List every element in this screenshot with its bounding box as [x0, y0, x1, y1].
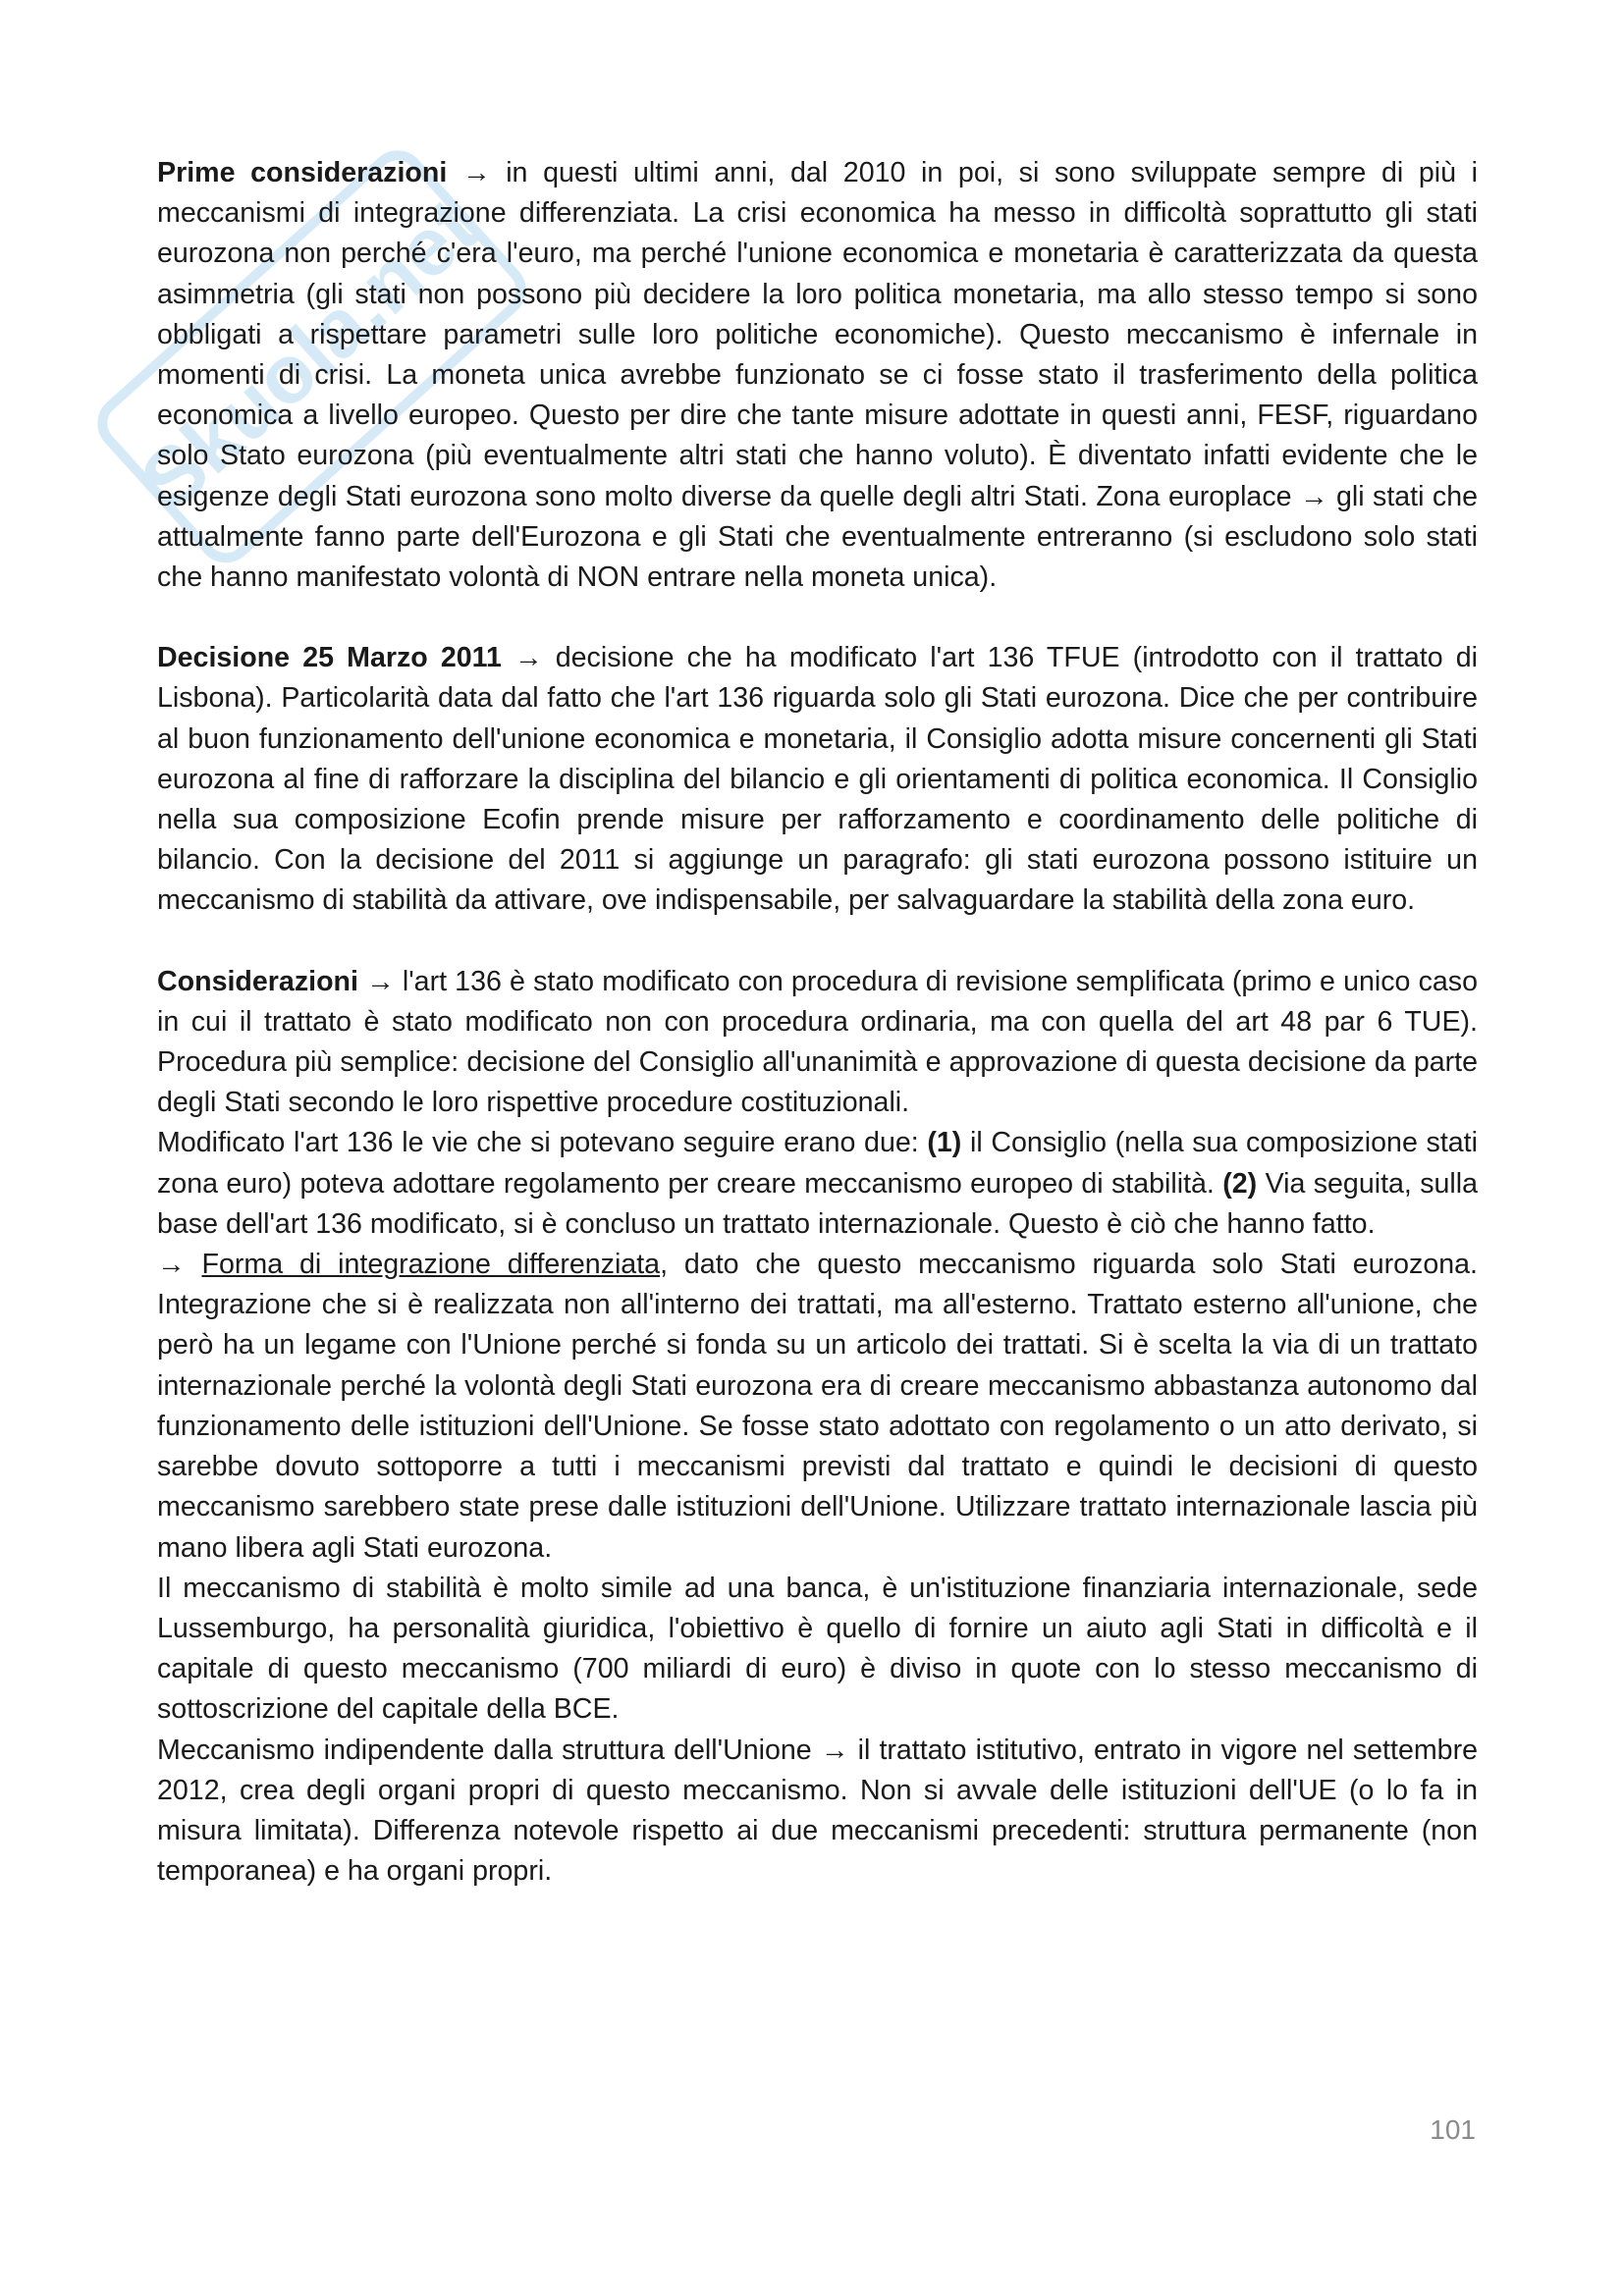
- page-number: 101: [1430, 2114, 1476, 2145]
- paragraph-text: l'art 136 è stato modificato con procedura di revisione semplificata (primo e unico caso in cui il trattato è stato modificato non con procedura ordinaria, ma con quella del art 48 par 6 TUE). Procedura più semplice: decisione del Consiglio all'unanimità e approvazione di questa decisione da parte degli Stati secondo le loro rispettive procedure costituzionali.: [157, 965, 1478, 1119]
- paragraph-meccanismo-stabilita: Il meccanismo di stabilità è molto simile ad una banca, è un'istituzione finanziaria internazionale, sede Lussemburgo, ha personalità giuridica, l'obiettivo è quello di fornire un aiuto agli Stati in difficoltà e il capitale di questo meccanismo (700 miliardi di euro) è diviso in quote con lo stesso meccanismo di sottoscrizione del capitale della BCE.: [157, 1572, 1478, 1726]
- list-marker-1: (1): [927, 1127, 962, 1159]
- heading-prime-considerazioni: Prime considerazioni: [157, 157, 448, 188]
- arrow-symbol: →: [514, 642, 543, 674]
- paragraph-text: decisione che ha modificato l'art 136 TFUE (introdotto con il trattato di Lisbona). Particolarità data dal fatto che l'art 136 riguarda solo gli Stati eurozona. Dice che per contribuire al buon funzionamento dell'unione economica e monetaria, il Consiglio adotta misure concernenti gli Stati eurozona al fine di rafforzare la disciplina del bilancio e gli orientamenti di politica economica. Il Consiglio nella sua composizione Ecofin prende misure per rafforzamento e coordinamento delle politiche di bilancio. Con la decisione del 2011 si aggiunge un paragrafo: gli stati eurozona possono istituire un meccanismo di stabilità da attivare, ove indispensabile, per salvaguardare la stabilità della zona euro.: [157, 642, 1478, 917]
- paragraph-meccanismo-indipendente: Meccanismo indipendente dalla struttura dell'Unione → il trattato istitutivo, entrato in vigore nel settembre 2012, crea degli organi propri di questo meccanismo. Non si avvale delle istituzioni dell'UE (o lo fa in misura limitata). Differenza notevole rispetto ai due meccanismi precedenti: struttura permanente (non temporanea) e ha organi propri.: [157, 1734, 1478, 1888]
- arrow-symbol: →: [157, 1249, 186, 1281]
- paragraph-text: in questi ultimi anni, dal 2010 in poi, si sono sviluppate sempre di più i meccanismi di integrazione differenziata. La crisi economica ha messo in difficoltà soprattutto gli stati eurozona non perché c'era l'euro, ma perché l'unione economica e monetaria è caratterizzata da questa asimmetria (gli stati non possono più decidere la loro politica monetaria, ma allo stesso tempo si sono obbligati a rispettare parametri sulle loro politiche economiche). Questo meccanismo è infernale in momenti di crisi. La moneta unica avrebbe funzionato se ci fosse stato il trasferimento della politica economica a livello europeo. Questo per dire che tante misure adottate in questi anni, FESF, riguardano solo Stato eurozona (più eventualmente altri stati che hanno voluto). È diventato infatti evidente che le esigenze degli Stati eurozona sono molto diverse da quelle degli altri Stati. Zona europlace → gli stati che attualmente fanno parte dell'Eurozona e gli Stati che eventualmente entreranno (si escludono solo stati che hanno manifestato volontà di NON entrare nella moneta unica).: [157, 157, 1478, 594]
- arrow-symbol: →: [366, 965, 395, 997]
- paragraph-vie-seguite: Modificato l'art 136 le vie che si potevano seguire erano due: (1) il Consiglio (nella sua composizione stati zona euro) poteva adottare regolamento per creare meccanismo europeo di stabilità. (2) Via seguita, sulla base dell'art 136 modificato, si è concluso un trattato internazionale. Questo è ciò che hanno fatto.: [157, 1127, 1479, 1240]
- paragraph-considerazioni: [157, 962, 1478, 1124]
- watermark-text: Skuola.net: [123, 180, 496, 528]
- underlined-term: Forma di integrazione differenziata: [201, 1249, 661, 1281]
- document-body: [157, 153, 1478, 1892]
- paragraph-integrazione-differenziata: → Forma di integrazione differenziata, dato che questo meccanismo riguarda solo Stati eurozona. Integrazione che si è realizzata non all'interno dei trattati, ma all'esterno. Trattato esterno all'unione, che però ha un legame con l'Unione perché si fonda su un articolo dei trattati. Si è scelta la via di un trattato internazionale perché la volontà degli Stati eurozona era di creare meccanismo abbastanza autonomo dal funzionamento delle istituzioni dell'Unione. Se fosse stato adottato con regolamento o un atto derivato, si sarebbe dovuto sottoporre a tutti i meccanismi previsti dal trattato e quindi le decisioni di questo meccanismo sarebbero state prese dalle istituzioni dell'Unione. Utilizzare trattato internazionale lascia più mano libera agli Stati eurozona.: [157, 1249, 1478, 1564]
- list-marker-2: (2): [1222, 1167, 1258, 1200]
- paragraph-decisione-2011: [157, 638, 1478, 921]
- heading-decisione-2011: Decisione 25 Marzo 2011: [157, 642, 502, 674]
- arrow-symbol: →: [461, 157, 491, 188]
- heading-considerazioni: Considerazioni: [157, 965, 358, 997]
- paragraph-prime-considerazioni: [157, 153, 1478, 598]
